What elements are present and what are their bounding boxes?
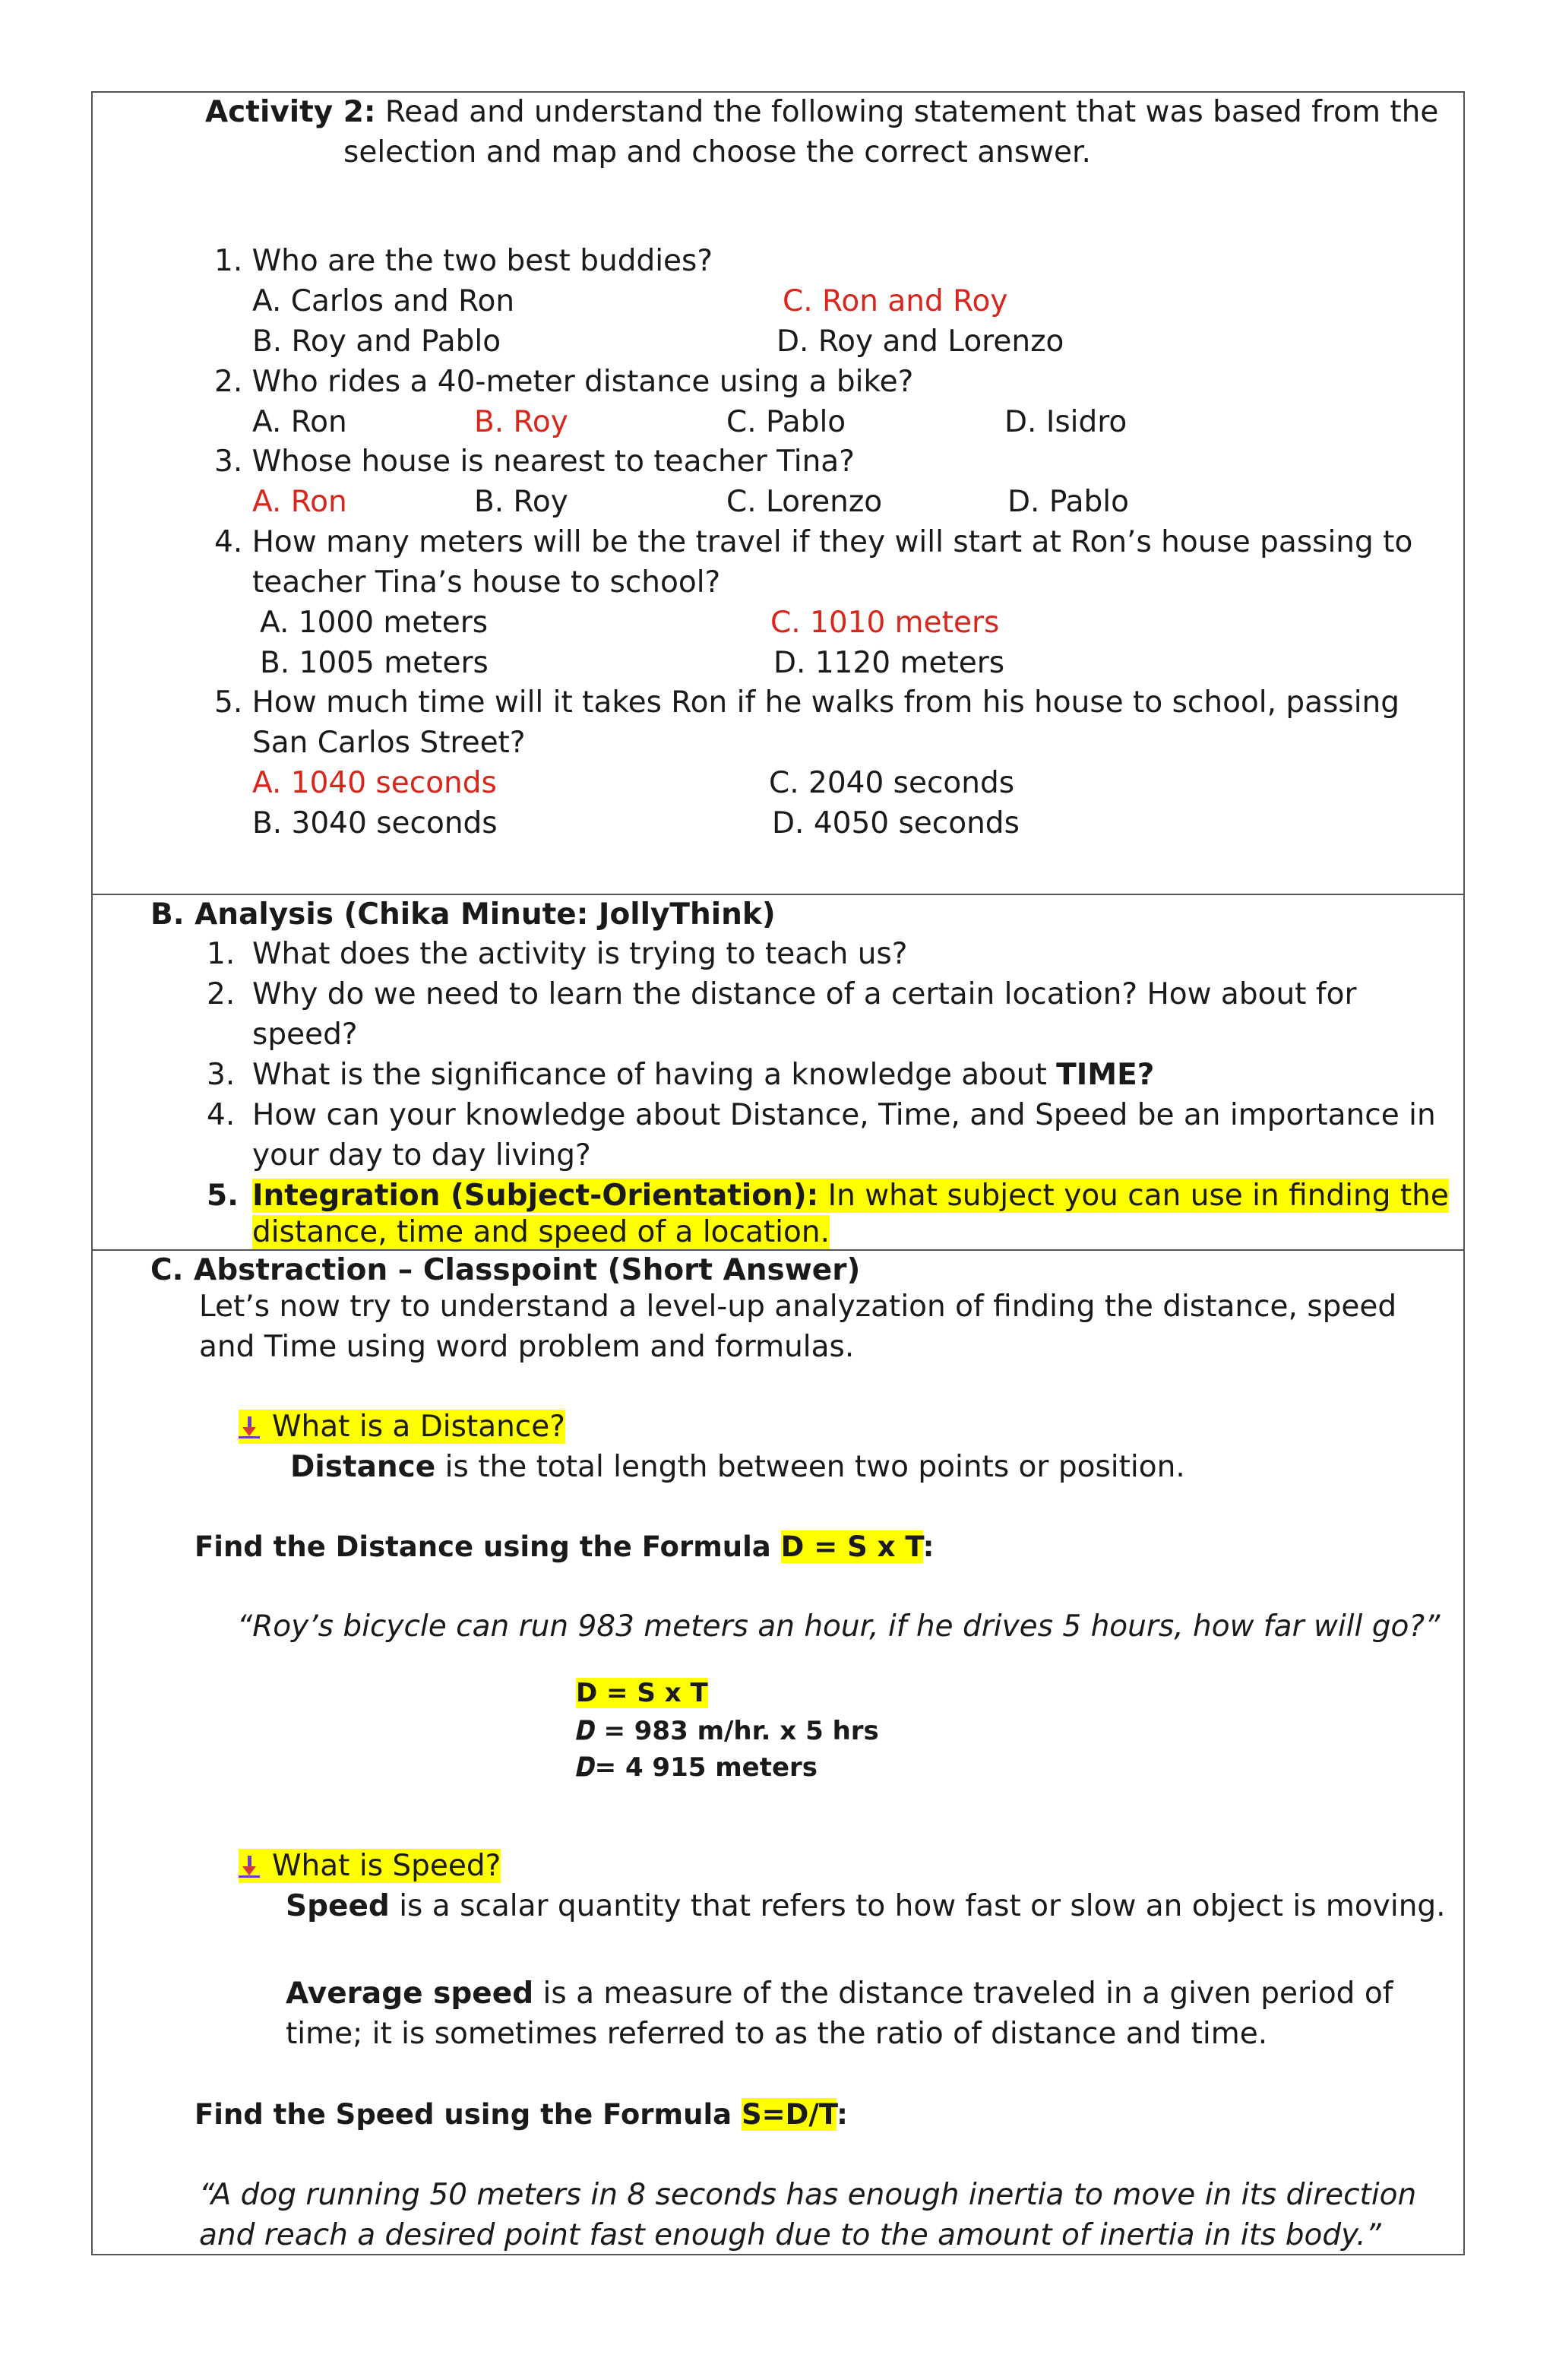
analysis-num-4: 4.: [207, 1098, 236, 1132]
analysis-item-2-cont: speed?: [252, 1018, 358, 1052]
q1-option-a: A. Carlos and Ron: [252, 284, 515, 318]
q5-option-a-answer: A. 1040 seconds: [252, 766, 497, 800]
distance-question: What is a Distance?: [239, 1407, 565, 1447]
distance-formula: D = S x T: [576, 1678, 708, 1708]
q3-option-a-answer: A. Ron: [252, 485, 347, 519]
arrow-down-bullet-icon: [239, 1856, 260, 1878]
q2-option-b-answer: B. Roy: [474, 405, 568, 439]
analysis-item-5-cont: distance, time and speed of a location.: [252, 1215, 830, 1249]
analysis-item-5: Integration (Subject-Orientation): In what subject you can use in finding the: [252, 1179, 1449, 1213]
question-2: 2. Who rides a 40-meter distance using a bike?: [214, 365, 914, 399]
abstraction-intro: Let’s now try to understand a level-up analyzation of finding the distance, speed: [199, 1290, 1397, 1324]
q4-option-b: B. 1005 meters: [260, 646, 489, 680]
arrow-down-bullet-icon: [239, 1416, 260, 1439]
activity-heading-cont: selection and map and choose the correct answer.: [343, 135, 1091, 169]
speed-question: What is Speed?: [239, 1847, 501, 1886]
find-distance-label: Find the Distance using the Formula D = S x T:: [194, 1530, 935, 1563]
activity-heading: Activity 2: Read and understand the following statement that was based from the: [205, 95, 1439, 129]
analysis-item-1: What does the activity is trying to teach us?: [252, 937, 908, 971]
average-speed-definition: Average speed is a measure of the distance traveled in a given period of: [286, 1976, 1393, 2011]
q1-option-d: D. Roy and Lorenzo: [776, 324, 1064, 359]
speed-word-problem-cont: and reach a desired point fast enough due to the amount of inertia in its body.”: [199, 2218, 1381, 2252]
question-3: 3. Whose house is nearest to teacher Tina?: [214, 445, 855, 479]
find-speed-label: Find the Speed using the Formula S=D/T:: [194, 2098, 848, 2131]
analysis-item-3: What is the significance of having a knowledge about TIME?: [252, 1058, 1155, 1092]
question-1: 1. Who are the two best buddies?: [214, 244, 713, 278]
distance-word-problem: “Roy’s bicycle can run 983 meters an hour, if he drives 5 hours, how far will go?”: [237, 1609, 1441, 1644]
q2-option-c: C. Pablo: [726, 405, 846, 439]
q3-option-b: B. Roy: [474, 485, 568, 519]
speed-definition: Speed is a scalar quantity that refers to how fast or slow an object is moving.: [286, 1889, 1446, 1923]
analysis-item-2: Why do we need to learn the distance of a certain location? How about for: [252, 977, 1357, 1011]
q4-option-d: D. 1120 meters: [773, 646, 1005, 680]
q4-option-a: A. 1000 meters: [260, 606, 489, 640]
distance-formula-result: 𝑫= 4 915 meters: [576, 1752, 818, 1783]
speed-word-problem: “A dog running 50 meters in 8 seconds has enough inertia to move in its direction: [199, 2178, 1417, 2212]
abstraction-heading: C. Abstraction – Classpoint (Short Answer): [150, 1253, 861, 1287]
q5-option-c: C. 2040 seconds: [769, 766, 1015, 800]
analysis-item-4-cont: your day to day living?: [252, 1138, 591, 1173]
q5-option-d: D. 4050 seconds: [772, 806, 1020, 840]
q3-option-d: D. Pablo: [1007, 485, 1129, 519]
analysis-item-4: How can your knowledge about Distance, Time, and Speed be an importance in: [252, 1098, 1436, 1132]
analysis-num-1: 1.: [207, 937, 236, 971]
average-speed-definition-cont: time; it is sometimes referred to as the ratio of distance and time.: [286, 2017, 1268, 2051]
q2-option-a: A. Ron: [252, 405, 347, 439]
distance-definition: Distance is the total length between two points or position.: [290, 1450, 1185, 1484]
analysis-num-2: 2.: [207, 977, 236, 1011]
analysis-num-3: 3.: [207, 1058, 236, 1092]
analysis-num-5: 5.: [207, 1179, 239, 1213]
q1-option-b: B. Roy and Pablo: [252, 324, 501, 359]
q2-option-d: D. Isidro: [1004, 405, 1127, 439]
question-5-cont: San Carlos Street?: [252, 726, 526, 760]
question-4-cont: teacher Tina’s house to school?: [252, 565, 721, 600]
q4-option-c-answer: C. 1010 meters: [770, 606, 1000, 640]
q5-option-b: B. 3040 seconds: [252, 806, 498, 840]
analysis-heading: B. Analysis (Chika Minute: JollyThink): [150, 897, 776, 932]
distance-formula-step: 𝑫 = 983 m/hr. x 5 hrs: [576, 1716, 879, 1746]
question-5: 5. How much time will it takes Ron if he walks from his house to school, passing: [214, 685, 1400, 720]
question-4: 4. How many meters will be the travel if they will start at Ron’s house passing to: [214, 525, 1413, 559]
abstraction-intro-cont: and Time using word problem and formulas.: [199, 1330, 855, 1364]
q1-option-c-answer: C. Ron and Roy: [783, 284, 1008, 318]
q3-option-c: C. Lorenzo: [726, 485, 883, 519]
